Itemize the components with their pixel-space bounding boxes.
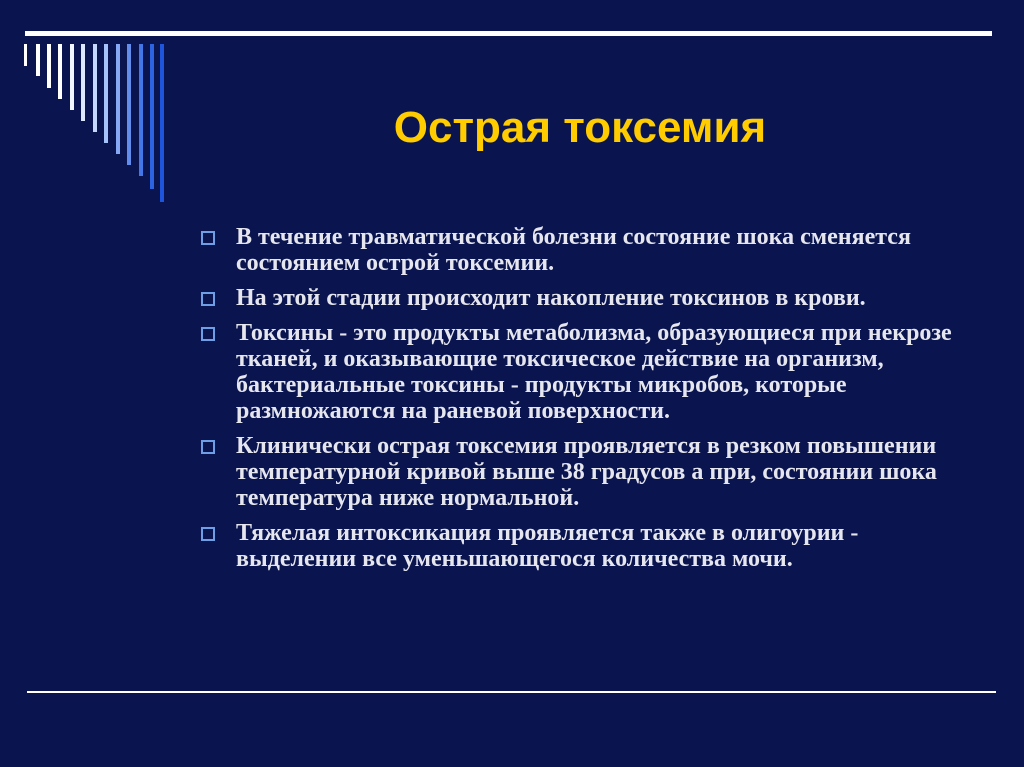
stripe xyxy=(47,44,51,88)
stripe xyxy=(24,44,27,66)
bullet-text: В течение травматической болезни состояние шока сменяется состоянием острой токсемии. xyxy=(236,224,911,276)
list-item xyxy=(198,520,958,572)
square-bullet-icon xyxy=(201,231,215,245)
bullet-text: Клинически острая токсемия проявляется в резком повышении температурной кривой выше 38 градусов а при, состоянии шока температура ниже нормальной. xyxy=(236,433,937,511)
bullet-text: Токсины - это продукты метаболизма, образующиеся при некрозе тканей, и оказывающие токсическое действие на организм, бактериальные токсины - продукты микробов, которые размножаются на раневой поверхности. xyxy=(236,320,952,424)
stripe xyxy=(139,44,143,176)
list-item xyxy=(198,320,958,424)
stripe xyxy=(36,44,40,76)
bullet-text: На этой стадии происходит накопление токсинов в крови. xyxy=(236,285,866,311)
stripe xyxy=(104,44,108,143)
list-item xyxy=(198,285,958,311)
stripe xyxy=(127,44,131,165)
bottom-rule xyxy=(27,691,996,693)
stripe xyxy=(116,44,120,154)
square-bullet-icon xyxy=(201,292,215,306)
bullet-list xyxy=(198,224,958,581)
square-bullet-icon xyxy=(201,327,215,341)
square-bullet-icon xyxy=(201,440,215,454)
bullet-text: Тяжелая интоксикация проявляется также в олигоурии - выделении все уменьшающегося количества мочи. xyxy=(236,520,859,572)
stripe xyxy=(81,44,85,121)
list-item xyxy=(198,433,958,511)
slide-title: Острая токсемия xyxy=(393,103,767,152)
list-item xyxy=(198,224,958,276)
square-bullet-icon xyxy=(201,527,215,541)
stripe xyxy=(150,44,154,189)
stripe xyxy=(160,44,164,202)
stripe xyxy=(93,44,97,132)
decorative-stripes xyxy=(0,0,200,220)
stripe xyxy=(70,44,74,110)
stripe xyxy=(58,44,62,99)
